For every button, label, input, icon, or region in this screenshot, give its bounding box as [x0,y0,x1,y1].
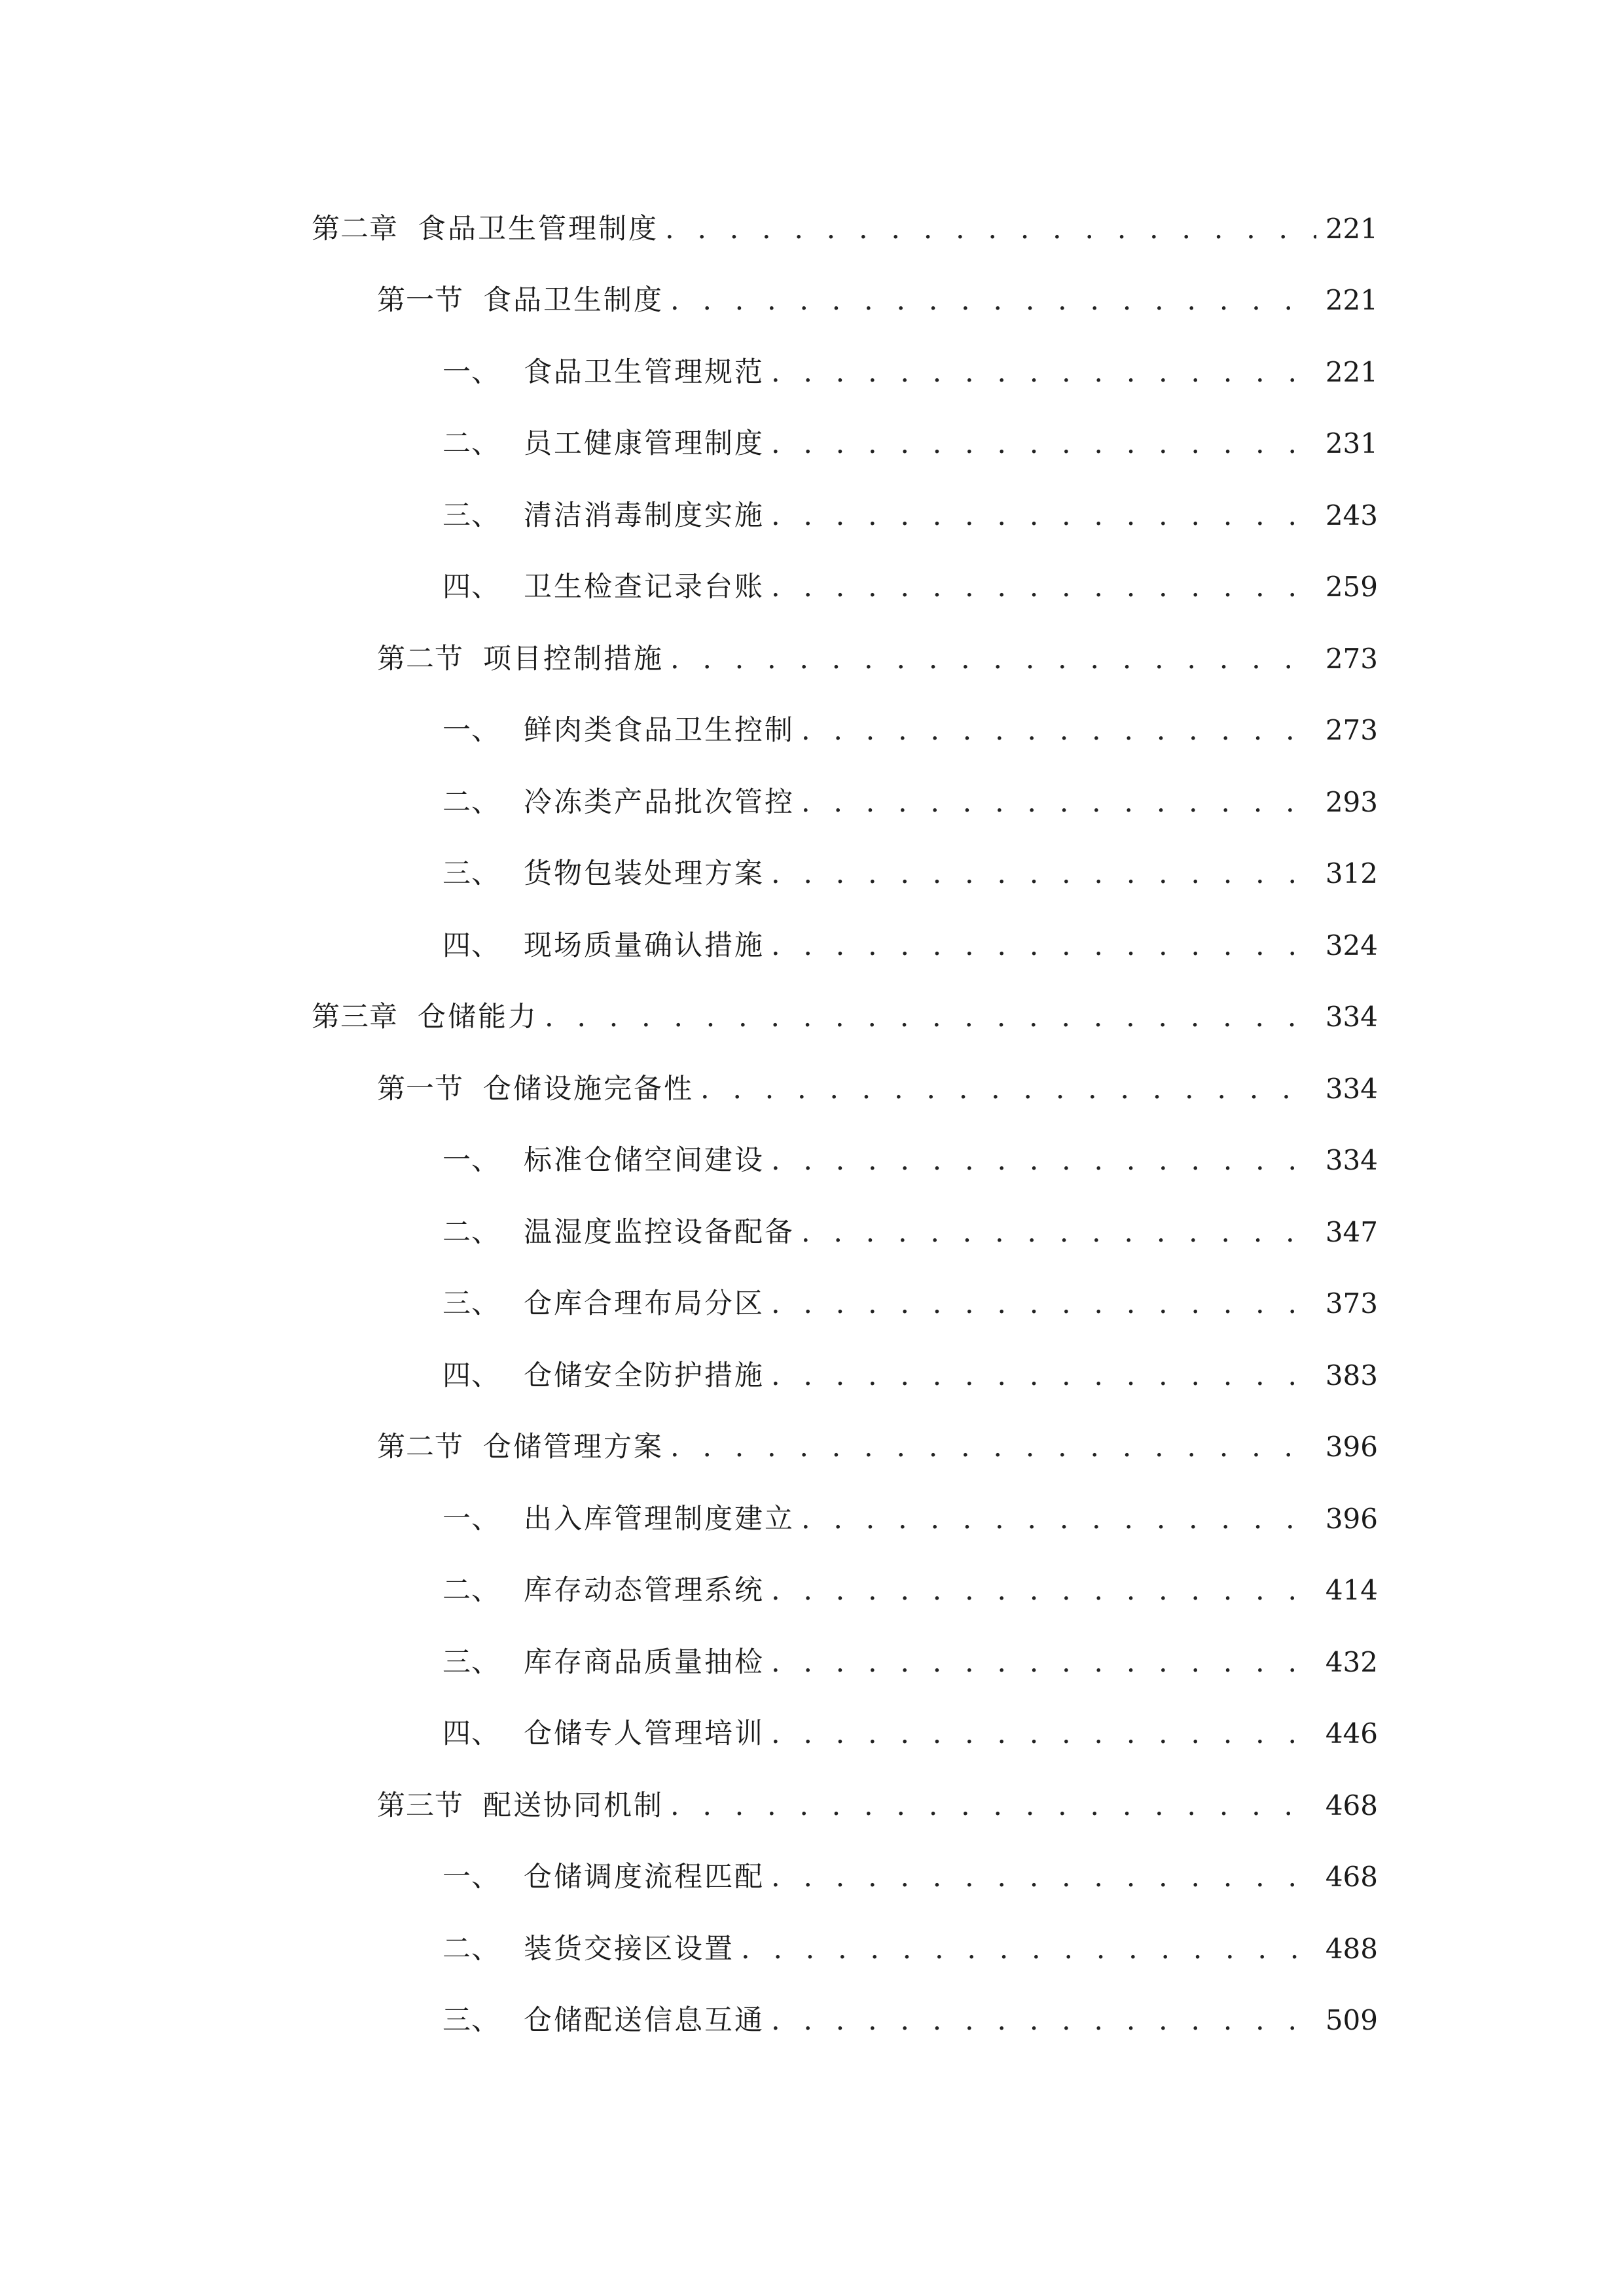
toc-subsection-entry[interactable] [442,1994,1378,2047]
toc-number: 二、 [442,427,500,460]
toc-title: 冷冻类产品批次管控 [524,786,795,819]
toc-page-number: 243 [1325,499,1378,531]
toc-number: 三、 [442,1287,500,1320]
toc-subsection-entry[interactable] [442,490,1378,542]
toc-leader-dots [670,633,1316,685]
toc-title: 出入库管理制度建立 [524,1503,795,1535]
toc-leader-dots [665,203,1316,255]
toc-leader-dots [771,1994,1316,2047]
toc-number: 四、 [442,1717,500,1750]
toc-leader-dots [700,1063,1316,1115]
toc-leader-dots [545,991,1316,1043]
toc-title: 标准仓储空间建设 [524,1144,765,1177]
toc-page-number: 432 [1325,1646,1378,1678]
toc-subsection-entry[interactable] [442,1134,1378,1187]
toc-page-number: 312 [1325,857,1378,889]
toc-subsection-entry[interactable] [442,1636,1378,1689]
toc-title: 温湿度监控设备配备 [524,1216,795,1249]
toc-number: 一、 [442,1503,500,1535]
toc-number: 三、 [442,1646,500,1679]
toc-title: 仓储能力 [418,1001,538,1033]
toc-leader-dots [771,1134,1316,1187]
toc-number: 一、 [442,356,500,389]
toc-leader-dots [771,920,1316,972]
toc-leader-dots [771,490,1316,542]
toc-page-number: 347 [1325,1216,1378,1248]
toc-subsection-entry[interactable] [442,418,1378,470]
toc-title: 仓储调度流程匹配 [524,1861,765,1893]
toc-page-number: 231 [1325,427,1378,459]
toc-title: 鲜肉类食品卫生控制 [524,714,795,747]
toc-subsection-entry[interactable] [442,1851,1378,1903]
toc-subsection-entry[interactable] [442,1564,1378,1617]
toc-page-number: 414 [1325,1574,1378,1606]
toc-title: 仓储配送信息互通 [524,2004,765,2037]
toc-leader-dots [771,1564,1316,1617]
toc-number: 四、 [442,1359,500,1392]
toc-leader-dots [771,848,1316,900]
toc-subsection-entry[interactable] [442,776,1378,829]
toc-page-number: 396 [1325,1431,1378,1463]
toc-page-number: 446 [1325,1717,1378,1749]
toc-page-number: 293 [1325,786,1378,818]
toc-leader-dots [801,1206,1316,1259]
toc-leader-dots [741,1923,1316,1975]
toc-subsection-entry[interactable] [442,1350,1378,1402]
toc-title: 仓储管理方案 [483,1431,664,1463]
toc-page-number: 334 [1325,1001,1378,1033]
toc-number: 三、 [442,857,500,890]
toc-leader-dots [801,704,1316,757]
toc-subsection-entry[interactable] [442,1206,1378,1259]
toc-subsection-entry[interactable] [442,1708,1378,1760]
toc-number: 二、 [442,1216,500,1249]
toc-subsection-entry[interactable] [442,561,1378,613]
toc-page-number: 273 [1325,643,1378,675]
toc-section-entry[interactable] [377,1063,1378,1115]
toc-number: 一、 [442,1861,500,1893]
toc-title: 装货交接区设置 [524,1933,734,1965]
toc-number: 四、 [442,929,500,962]
toc-leader-dots [771,418,1316,470]
toc-number: 二、 [442,1574,500,1607]
toc-leader-dots [670,1421,1316,1473]
toc-section-entry[interactable] [377,1780,1378,1832]
toc-number: 第二章 [312,213,398,245]
toc-page-number: 273 [1325,714,1378,746]
toc-title: 库存商品质量抽检 [524,1646,765,1679]
toc-title: 货物包装处理方案 [524,857,765,890]
toc-section-entry[interactable] [377,1421,1378,1473]
toc-page-number: 396 [1325,1503,1378,1535]
toc-title: 配送协同机制 [483,1789,664,1822]
toc-title: 清洁消毒制度实施 [524,499,765,532]
toc-leader-dots [771,561,1316,613]
toc-chapter-entry[interactable] [312,203,1378,255]
toc-page-number: 383 [1325,1359,1378,1391]
toc-number: 一、 [442,714,500,747]
toc-leader-dots [670,1780,1316,1832]
toc-title: 食品卫生管理制度 [418,213,659,245]
toc-page-number: 468 [1325,1861,1378,1893]
toc-leader-dots [771,1708,1316,1760]
toc-chapter-entry[interactable] [312,991,1378,1043]
toc-subsection-entry[interactable] [442,704,1378,757]
toc-leader-dots [771,1636,1316,1689]
toc-leader-dots [801,1493,1316,1545]
toc-section-entry[interactable] [377,274,1378,327]
toc-leader-dots [771,1278,1316,1330]
toc-number: 三、 [442,499,500,532]
toc-leader-dots [771,1851,1316,1903]
toc-page-number: 509 [1325,2004,1378,2036]
toc-leader-dots [771,346,1316,399]
toc-subsection-entry[interactable] [442,1278,1378,1330]
toc-title: 食品卫生管理规范 [524,356,765,389]
toc-number: 第二节 [377,1431,463,1463]
toc-number: 第三章 [312,1001,398,1033]
toc-number: 第一节 [377,284,463,317]
toc-page-number: 259 [1325,571,1378,603]
toc-subsection-entry[interactable] [442,1493,1378,1545]
toc-number: 一、 [442,1144,500,1177]
toc-page-number: 373 [1325,1287,1378,1319]
toc-title: 仓储安全防护措施 [524,1359,765,1392]
toc-title: 仓储专人管理培训 [524,1717,765,1750]
toc-page-number: 221 [1325,213,1378,245]
toc-title: 卫生检查记录台账 [524,571,765,603]
toc-number: 四、 [442,571,500,603]
toc-subsection-entry[interactable] [442,346,1378,399]
toc-number: 第一节 [377,1073,463,1105]
toc-leader-dots [670,274,1316,327]
toc-page-number: 488 [1325,1933,1378,1965]
toc-page-number: 324 [1325,929,1378,961]
toc-number: 二、 [442,1933,500,1965]
toc-title: 仓储设施完备性 [483,1073,694,1105]
toc-number: 三、 [442,2004,500,2037]
toc-page-number: 334 [1325,1144,1378,1176]
toc-number: 第二节 [377,643,463,675]
toc-title: 现场质量确认措施 [524,929,765,962]
toc-number: 二、 [442,786,500,819]
toc-page-number: 468 [1325,1789,1378,1821]
toc-subsection-entry[interactable] [442,848,1378,900]
toc-subsection-entry[interactable] [442,1923,1378,1975]
toc-section-entry[interactable] [377,633,1378,685]
toc-title: 食品卫生制度 [483,284,664,317]
toc-leader-dots [771,1350,1316,1402]
toc-page-number: 221 [1325,356,1378,388]
toc-title: 员工健康管理制度 [524,427,765,460]
toc-title: 仓库合理布局分区 [524,1287,765,1320]
toc-title: 库存动态管理系统 [524,1574,765,1607]
toc-subsection-entry[interactable] [442,920,1378,972]
toc-leader-dots [801,776,1316,829]
toc-number: 第三节 [377,1789,463,1822]
toc-title: 项目控制措施 [483,643,664,675]
toc-page-number: 334 [1325,1073,1378,1105]
toc-page-number: 221 [1325,284,1378,316]
